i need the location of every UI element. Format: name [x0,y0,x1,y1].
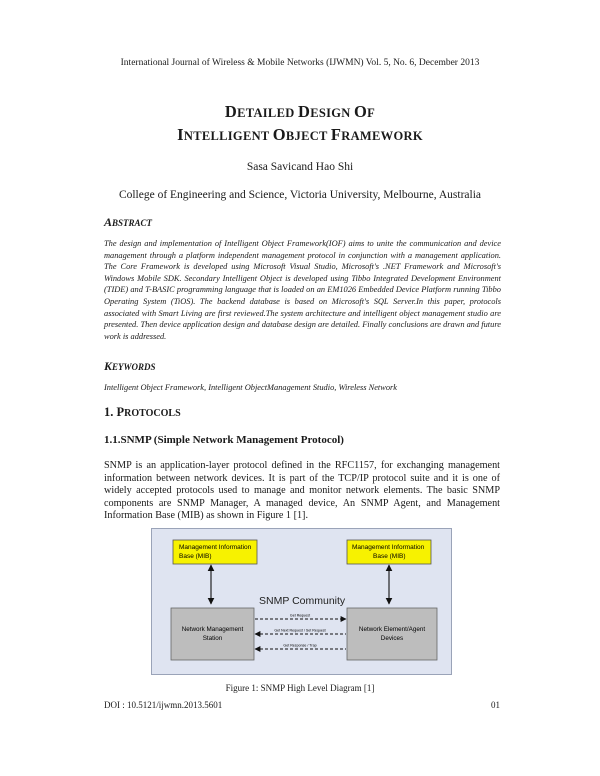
title-char: D [224,102,238,121]
section-heading [104,405,181,420]
affiliation: College of Engineering and Science, Victoria University, Melbourne, Australia [118,189,482,201]
right-mib-label-1: Management Information [352,544,425,551]
figure-caption: Figure 1: SNMP High Level Diagram [1] [225,683,375,693]
title-line-1 [0,101,600,124]
title-char: ESIGN [310,106,355,120]
agent-label-1: Network Element/Agent [358,626,426,633]
title-char: NTELLIGENT [183,129,273,143]
body-paragraph: SNMP is an application-layer protocol defined in the RFC1157, for exchanging management information between network devices. It is part of the TCP/IP protocol suite and it is one of widely accepted protocols used to manage and monitor network elements. The basic SNMP components are SNMP Manager, A managed device, An SNMP Agent, and Management Information Base (MIB) as shown in Figure 1 [1]. [104,460,500,522]
nms-label-2: Station [202,635,223,642]
nms-label-1: Network Management [181,626,244,633]
network-management-station-box [171,608,254,660]
heading-char: P [116,405,125,419]
title-char: O [354,102,368,121]
keywords-heading [104,359,156,374]
abstract-text: The design and implementation of Intelligent Object Framework(IOF) aims to unite the communication and device management through a platform independent management protocol in conjunction with a management application. The Core Framework is developed using Microsoft Visual Studio, Microsoft's .NET Framework and Microsoft's Windows Mobile SDK. Secondary Intelligent Object is developed using Tibbo Integrated Development Environment (TIDE) and T-BASIC programming language that is loaded on an EM1026 Embedded Device Platform running Tibbo Operating System (TiOS). The backend database is based on Microsoft's SQL Server.In this paper, protocols associated with Smart Living are first reviewed.The system architecture and intelligent object management studio are presented. Then device application design and database design are detailed. Finally conclusions are drawn and future work is addressed. [104,239,501,341]
journal-header: International Journal of Wireless & Mobile Networks (IJWMN) Vol. 5, No. 6, December 2013 [120,58,480,68]
subsection-heading: 1.1.SNMP (Simple Network Management Protocol) [104,434,344,446]
section-number: 1. [104,405,117,419]
heading-char: ROTOCOLS [124,408,181,419]
set-request-label: Get Next Request / Set Request [274,628,326,633]
heading-char: A [104,215,113,229]
title-line-2 [0,124,600,147]
left-mib-label-2: Base (MIB) [179,553,212,560]
agent-devices-box [347,608,437,660]
heading-char: K [104,359,113,373]
title-char: I [177,125,184,144]
title-char: F [330,125,342,144]
page-number: 01 [491,700,500,710]
title-char: O [272,125,286,144]
title-char: RAMEWORK [341,129,423,143]
title-char: ETAILED [237,106,298,120]
doi: DOI : 10.5121/ijwmn.2013.5601 [104,700,223,710]
snmp-diagram [151,528,452,675]
title-char: BJECT [285,129,331,143]
authors: Sasa Savicand Hao Shi [246,161,354,173]
snmp-diagram-svg [151,528,452,675]
get-request-label: Get Request [289,613,311,618]
heading-char: EYWORDS [112,362,156,372]
paper-title [0,101,600,147]
title-char: D [297,102,311,121]
right-mib-label-2: Base (MIB) [373,553,406,560]
abstract-heading [104,215,152,230]
title-char: F [367,106,376,120]
heading-char: BSTRACT [112,218,153,228]
agent-label-2: Devices [380,635,404,642]
snmp-community-label: SNMP Community [259,595,346,607]
left-mib-label-1: Management Information [179,544,252,551]
response-trap-label: Get Response / Trap [283,643,317,648]
keywords-text: Intelligent Object Framework, Intelligent ObjectManagement Studio, Wireless Network [104,383,397,392]
